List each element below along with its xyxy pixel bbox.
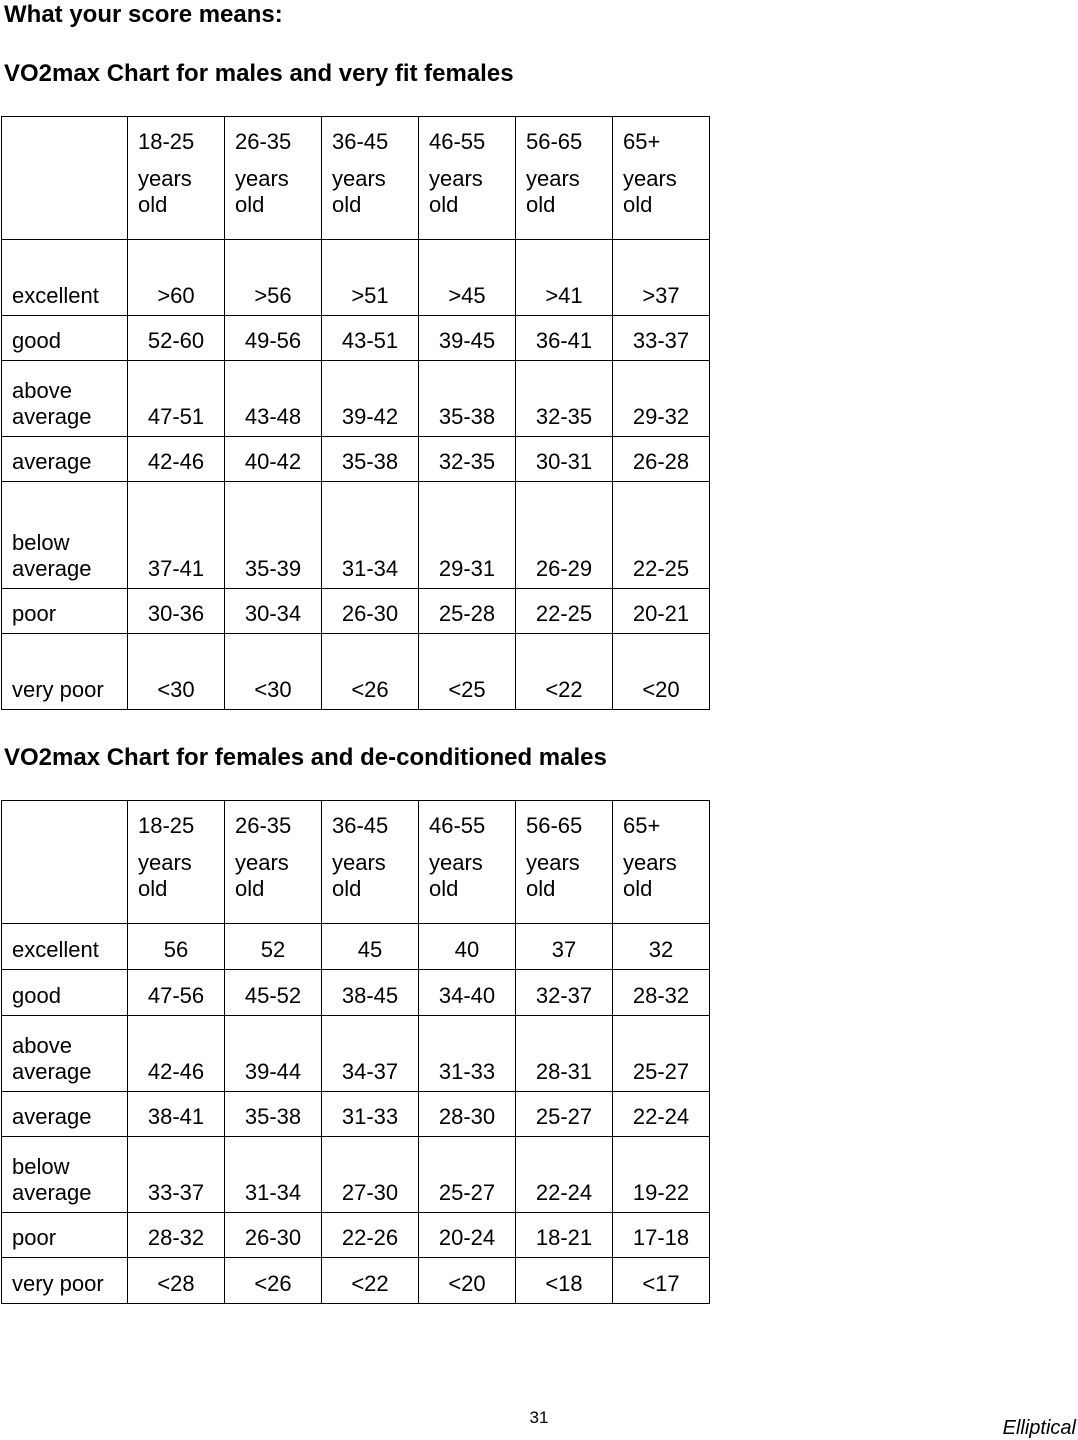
age-unit: years old <box>623 850 677 901</box>
vo2max-value-cell: 30-34 <box>225 589 322 634</box>
vo2max-value-cell: 29-32 <box>613 361 710 437</box>
vo2max-value-cell: 20-24 <box>419 1213 516 1258</box>
rating-label: above average <box>2 361 128 437</box>
vo2max-value-cell: 38-45 <box>322 970 419 1016</box>
vo2max-value-cell: 25-28 <box>419 589 516 634</box>
vo2max-value-cell: >51 <box>322 240 419 316</box>
vo2max-value-cell: 19-22 <box>613 1137 710 1213</box>
vo2max-value-cell: 29-31 <box>419 482 516 589</box>
age-group-header <box>613 117 710 240</box>
vo2max-value-cell: <22 <box>516 634 613 710</box>
vo2max-value-cell: 18-21 <box>516 1213 613 1258</box>
vo2max-value-cell: 35-38 <box>225 1092 322 1137</box>
vo2max-value-cell: >37 <box>613 240 710 316</box>
vo2max-value-cell: <26 <box>225 1258 322 1304</box>
age-unit: years old <box>138 850 192 901</box>
vo2max-value-cell: 33-37 <box>128 1137 225 1213</box>
rating-label: excellent <box>2 924 128 970</box>
vo2max-value-cell: 30-31 <box>516 437 613 482</box>
vo2max-value-cell: >60 <box>128 240 225 316</box>
vo2max-value-cell: 31-34 <box>322 482 419 589</box>
vo2max-value-cell: 31-33 <box>322 1092 419 1137</box>
age-range: 26-35 <box>235 813 292 838</box>
rating-label: below average <box>2 1137 128 1213</box>
age-unit: years old <box>332 166 386 217</box>
rating-label: above average <box>2 1016 128 1092</box>
vo2max-value-cell: 37-41 <box>128 482 225 589</box>
vo2max-value-cell: 31-34 <box>225 1137 322 1213</box>
vo2max-value-cell: <17 <box>613 1258 710 1304</box>
age-range: 65+ <box>623 129 661 154</box>
vo2max-value-cell: 34-40 <box>419 970 516 1016</box>
vo2max-value-cell: 26-30 <box>322 589 419 634</box>
vo2max-value-cell: 26-30 <box>225 1213 322 1258</box>
vo2max-value-cell: 52-60 <box>128 316 225 361</box>
age-unit: years old <box>526 850 580 901</box>
age-range: 56-65 <box>526 129 583 154</box>
vo2max-value-cell: 35-38 <box>322 437 419 482</box>
age-unit: years old <box>623 166 677 217</box>
vo2max-value-cell: >56 <box>225 240 322 316</box>
rating-label: good <box>2 316 128 361</box>
vo2max-value-cell: 43-48 <box>225 361 322 437</box>
vo2max-value-cell: 40-42 <box>225 437 322 482</box>
vo2max-value-cell: 20-21 <box>613 589 710 634</box>
rating-label: very poor <box>2 1258 128 1304</box>
age-range: 36-45 <box>332 813 389 838</box>
vo2max-value-cell: 31-33 <box>419 1016 516 1092</box>
rating-label: good <box>2 970 128 1016</box>
vo2max-table-females <box>1 800 710 1304</box>
table-row <box>2 1092 710 1137</box>
vo2max-value-cell: <30 <box>225 634 322 710</box>
vo2max-value-cell: 28-30 <box>419 1092 516 1137</box>
vo2max-value-cell: 17-18 <box>613 1213 710 1258</box>
vo2max-value-cell: 56 <box>128 924 225 970</box>
vo2max-value-cell: 22-25 <box>516 589 613 634</box>
age-group-header <box>225 117 322 240</box>
vo2max-value-cell: <20 <box>613 634 710 710</box>
vo2max-value-cell: <22 <box>322 1258 419 1304</box>
table-row <box>2 589 710 634</box>
vo2max-value-cell: 26-29 <box>516 482 613 589</box>
age-group-header <box>419 117 516 240</box>
vo2max-value-cell: 25-27 <box>516 1092 613 1137</box>
age-group-header <box>322 801 419 924</box>
vo2max-value-cell: 32 <box>613 924 710 970</box>
page-heading: What your score means: <box>4 1 283 28</box>
age-unit: years old <box>235 166 289 217</box>
table-header-row <box>2 117 710 240</box>
vo2max-value-cell: 28-32 <box>613 970 710 1016</box>
vo2max-value-cell: 37 <box>516 924 613 970</box>
vo2max-value-cell: 36-41 <box>516 316 613 361</box>
vo2max-value-cell: 27-30 <box>322 1137 419 1213</box>
vo2max-value-cell: <28 <box>128 1258 225 1304</box>
age-range: 18-25 <box>138 813 195 838</box>
vo2max-value-cell: 39-42 <box>322 361 419 437</box>
age-range: 18-25 <box>138 129 195 154</box>
vo2max-value-cell: 32-37 <box>516 970 613 1016</box>
age-range: 46-55 <box>429 813 486 838</box>
table-row <box>2 970 710 1016</box>
table-row <box>2 361 710 437</box>
vo2max-value-cell: 45 <box>322 924 419 970</box>
table-row <box>2 634 710 710</box>
age-unit: years old <box>332 850 386 901</box>
age-group-header <box>419 801 516 924</box>
vo2max-value-cell: 32-35 <box>419 437 516 482</box>
vo2max-table-males <box>1 116 710 710</box>
chart-title-females: VO2max Chart for females and de-conditioned males <box>4 744 607 771</box>
vo2max-value-cell: 22-26 <box>322 1213 419 1258</box>
vo2max-value-cell: 28-31 <box>516 1016 613 1092</box>
vo2max-value-cell: 43-51 <box>322 316 419 361</box>
vo2max-value-cell: >41 <box>516 240 613 316</box>
vo2max-value-cell: 34-37 <box>322 1016 419 1092</box>
vo2max-value-cell: 45-52 <box>225 970 322 1016</box>
vo2max-value-cell: >45 <box>419 240 516 316</box>
vo2max-value-cell: 47-56 <box>128 970 225 1016</box>
vo2max-value-cell: <25 <box>419 634 516 710</box>
chart-title-males: VO2max Chart for males and very fit females <box>4 60 514 87</box>
age-group-header <box>516 117 613 240</box>
age-range: 46-55 <box>429 129 486 154</box>
vo2max-value-cell: 35-38 <box>419 361 516 437</box>
vo2max-value-cell: 42-46 <box>128 437 225 482</box>
vo2max-value-cell: 22-25 <box>613 482 710 589</box>
age-unit: years old <box>429 166 483 217</box>
rating-label: very poor <box>2 634 128 710</box>
table-row <box>2 482 710 589</box>
vo2max-value-cell: 22-24 <box>516 1137 613 1213</box>
vo2max-value-cell: <30 <box>128 634 225 710</box>
rating-label: below average <box>2 482 128 589</box>
vo2max-value-cell: 28-32 <box>128 1213 225 1258</box>
table-row <box>2 437 710 482</box>
vo2max-value-cell: 38-41 <box>128 1092 225 1137</box>
vo2max-value-cell: 30-36 <box>128 589 225 634</box>
age-range: 36-45 <box>332 129 389 154</box>
age-unit: years old <box>138 166 192 217</box>
table-corner-cell <box>2 801 128 924</box>
vo2max-value-cell: 32-35 <box>516 361 613 437</box>
vo2max-value-cell: 33-37 <box>613 316 710 361</box>
vo2max-value-cell: 42-46 <box>128 1016 225 1092</box>
table-row <box>2 316 710 361</box>
age-group-header <box>225 801 322 924</box>
table-row <box>2 1213 710 1258</box>
vo2max-value-cell: 25-27 <box>419 1137 516 1213</box>
age-group-header <box>516 801 613 924</box>
table-row <box>2 1258 710 1304</box>
table-row <box>2 1137 710 1213</box>
vo2max-value-cell: <18 <box>516 1258 613 1304</box>
vo2max-value-cell: 40 <box>419 924 516 970</box>
rating-label: average <box>2 1092 128 1137</box>
age-range: 26-35 <box>235 129 292 154</box>
table-header-row <box>2 801 710 924</box>
rating-label: poor <box>2 1213 128 1258</box>
vo2max-value-cell: 52 <box>225 924 322 970</box>
page-number: 31 <box>529 1408 549 1427</box>
vo2max-value-cell: 25-27 <box>613 1016 710 1092</box>
table-corner-cell <box>2 117 128 240</box>
vo2max-value-cell: 49-56 <box>225 316 322 361</box>
vo2max-value-cell: <26 <box>322 634 419 710</box>
vo2max-value-cell: 39-44 <box>225 1016 322 1092</box>
age-range: 65+ <box>623 813 661 838</box>
vo2max-value-cell: 47-51 <box>128 361 225 437</box>
rating-label: average <box>2 437 128 482</box>
age-unit: years old <box>429 850 483 901</box>
vo2max-value-cell: 39-45 <box>419 316 516 361</box>
age-group-header <box>128 117 225 240</box>
age-group-header <box>613 801 710 924</box>
age-unit: years old <box>526 166 580 217</box>
vo2max-value-cell: 35-39 <box>225 482 322 589</box>
vo2max-value-cell: <20 <box>419 1258 516 1304</box>
age-group-header <box>322 117 419 240</box>
table-row <box>2 1016 710 1092</box>
rating-label: poor <box>2 589 128 634</box>
vo2max-value-cell: 26-28 <box>613 437 710 482</box>
age-unit: years old <box>235 850 289 901</box>
age-group-header <box>128 801 225 924</box>
footer-label: Elliptical <box>1002 1417 1076 1439</box>
age-range: 56-65 <box>526 813 583 838</box>
table-row <box>2 240 710 316</box>
table-row <box>2 924 710 970</box>
vo2max-value-cell: 22-24 <box>613 1092 710 1137</box>
rating-label: excellent <box>2 240 128 316</box>
